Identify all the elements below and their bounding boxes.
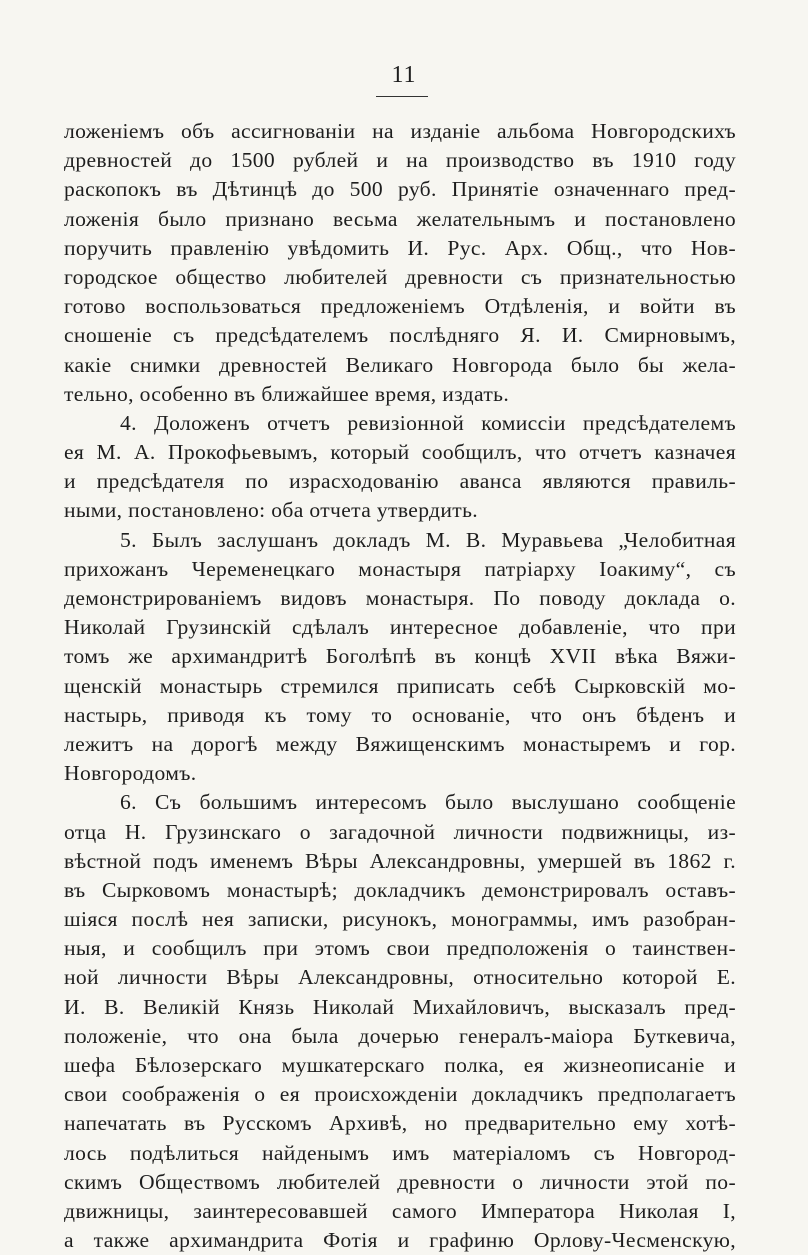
text-line: готово воспользоваться предложеніемъ Отдѣленія, и войти въ bbox=[64, 294, 736, 319]
text-line: какіе снимки древностей Великаго Новгорода было бы жела- bbox=[64, 352, 736, 377]
text-line: щенскій монастырь стремился приписать себѣ Сырковскій мо- bbox=[64, 673, 736, 698]
text-line: городское общество любителей древности съ признательностью bbox=[64, 264, 736, 289]
text-line: скимъ Обществомъ любителей древности о личности этой по- bbox=[64, 1169, 736, 1194]
text-line: настырь, приводя къ тому то основаніе, что онъ бѣденъ и bbox=[64, 702, 736, 727]
text-line: вѣстной подъ именемъ Вѣры Александровны, умершей въ 1862 г. bbox=[64, 848, 736, 873]
text-line: положеніе, что она была дочерью генералъ-маіора Буткевича, bbox=[64, 1023, 736, 1048]
text-line: И. В. Великій Князь Николай Михайловичъ, высказалъ пред- bbox=[64, 994, 736, 1019]
text-line: 4. Доложенъ отчетъ ревизіонной комиссіи предсѣдателемъ bbox=[120, 410, 736, 435]
page-number: 11 bbox=[391, 62, 417, 88]
text-line: шіяся послѣ нея записки, рисунокъ, монограммы, имъ разобран- bbox=[64, 907, 736, 932]
text-line: лось подѣлиться найденымъ имъ матеріаломъ съ Новгород- bbox=[64, 1140, 736, 1165]
text-line: шефа Бѣлозерскаго мушкатерскаго полка, ея жизнеописаніе и bbox=[64, 1053, 736, 1077]
body-text bbox=[64, 117, 736, 1255]
text-line: свои соображенія о ея происхожденіи докладчикъ предполагаетъ bbox=[64, 1082, 736, 1107]
text-line: ложеніемъ объ ассигнованіи на изданіе альбома Новгородскихъ bbox=[64, 119, 736, 143]
text-line: лежитъ на дорогѣ между Вяжищенскимъ монастыремъ и гор. bbox=[64, 731, 736, 756]
text-line: ея М. А. Прокофьевымъ, который сообщилъ, что отчетъ казначея bbox=[64, 440, 736, 465]
text-line: сношеніе съ предсѣдателемъ послѣдняго Я. И. Смирновымъ, bbox=[64, 323, 736, 348]
text-line: напечатать въ Русскомъ Архивѣ, но предварительно ему хотѣ- bbox=[64, 1111, 736, 1136]
text-line: движницы, заинтересовавшей самого Императора Николая I, bbox=[64, 1198, 736, 1223]
text-line: ными, постановлено: оба отчета утвердить. bbox=[64, 498, 479, 523]
text-line: поручить правленію увѣдомить И. Рус. Арх. Общ., что Нов- bbox=[64, 235, 736, 260]
text-line: Николай Грузинскій сдѣлалъ интересное добавленіе, что при bbox=[64, 615, 736, 640]
page-number-rule bbox=[376, 96, 428, 97]
text-line: томъ же архимандритѣ Боголѣпѣ въ концѣ XVII вѣка Вяжи- bbox=[64, 644, 736, 669]
text-line: 5. Былъ заслушанъ докладъ М. В. Муравьева „Челобитная bbox=[120, 527, 736, 552]
text-line: а также архимандрита Фотія и графиню Орлову-Чесменскую, bbox=[64, 1228, 736, 1253]
text-line: отца Н. Грузинскаго о загадочной личности подвижницы, из- bbox=[64, 819, 736, 844]
text-line: 6. Съ большимъ интересомъ было выслушано сообщеніе bbox=[120, 790, 736, 815]
text-line: ныя, и сообщилъ при этомъ свои предположенія о таинствен- bbox=[64, 936, 736, 961]
text-line: въ Сырковомъ монастырѣ; докладчикъ демонстрировалъ оставъ- bbox=[64, 877, 736, 902]
text-line: прихожанъ Череменецкаго монастыря патріарху Іоакиму“, съ bbox=[64, 556, 736, 581]
text-line: ной личности Вѣры Александровны, относительно которой Е. bbox=[64, 965, 736, 990]
text-line: раскопокъ въ Дѣтинцѣ до 500 руб. Принятіе означеннаго пред- bbox=[64, 177, 736, 202]
text-line: ложенія было признано весьма желательнымъ и постановлено bbox=[64, 206, 736, 231]
text-line: демонстрированіемъ видовъ монастыря. По поводу доклада о. bbox=[64, 586, 736, 610]
text-line: древностей до 1500 рублей и на производство въ 1910 году bbox=[64, 148, 736, 173]
text-line: Новгородомъ. bbox=[64, 761, 197, 786]
text-line: тельно, особенно въ ближайшее время, издать. bbox=[64, 381, 510, 406]
text-line: и предсѣдателя по израсходованію аванса являются правиль- bbox=[64, 469, 736, 494]
